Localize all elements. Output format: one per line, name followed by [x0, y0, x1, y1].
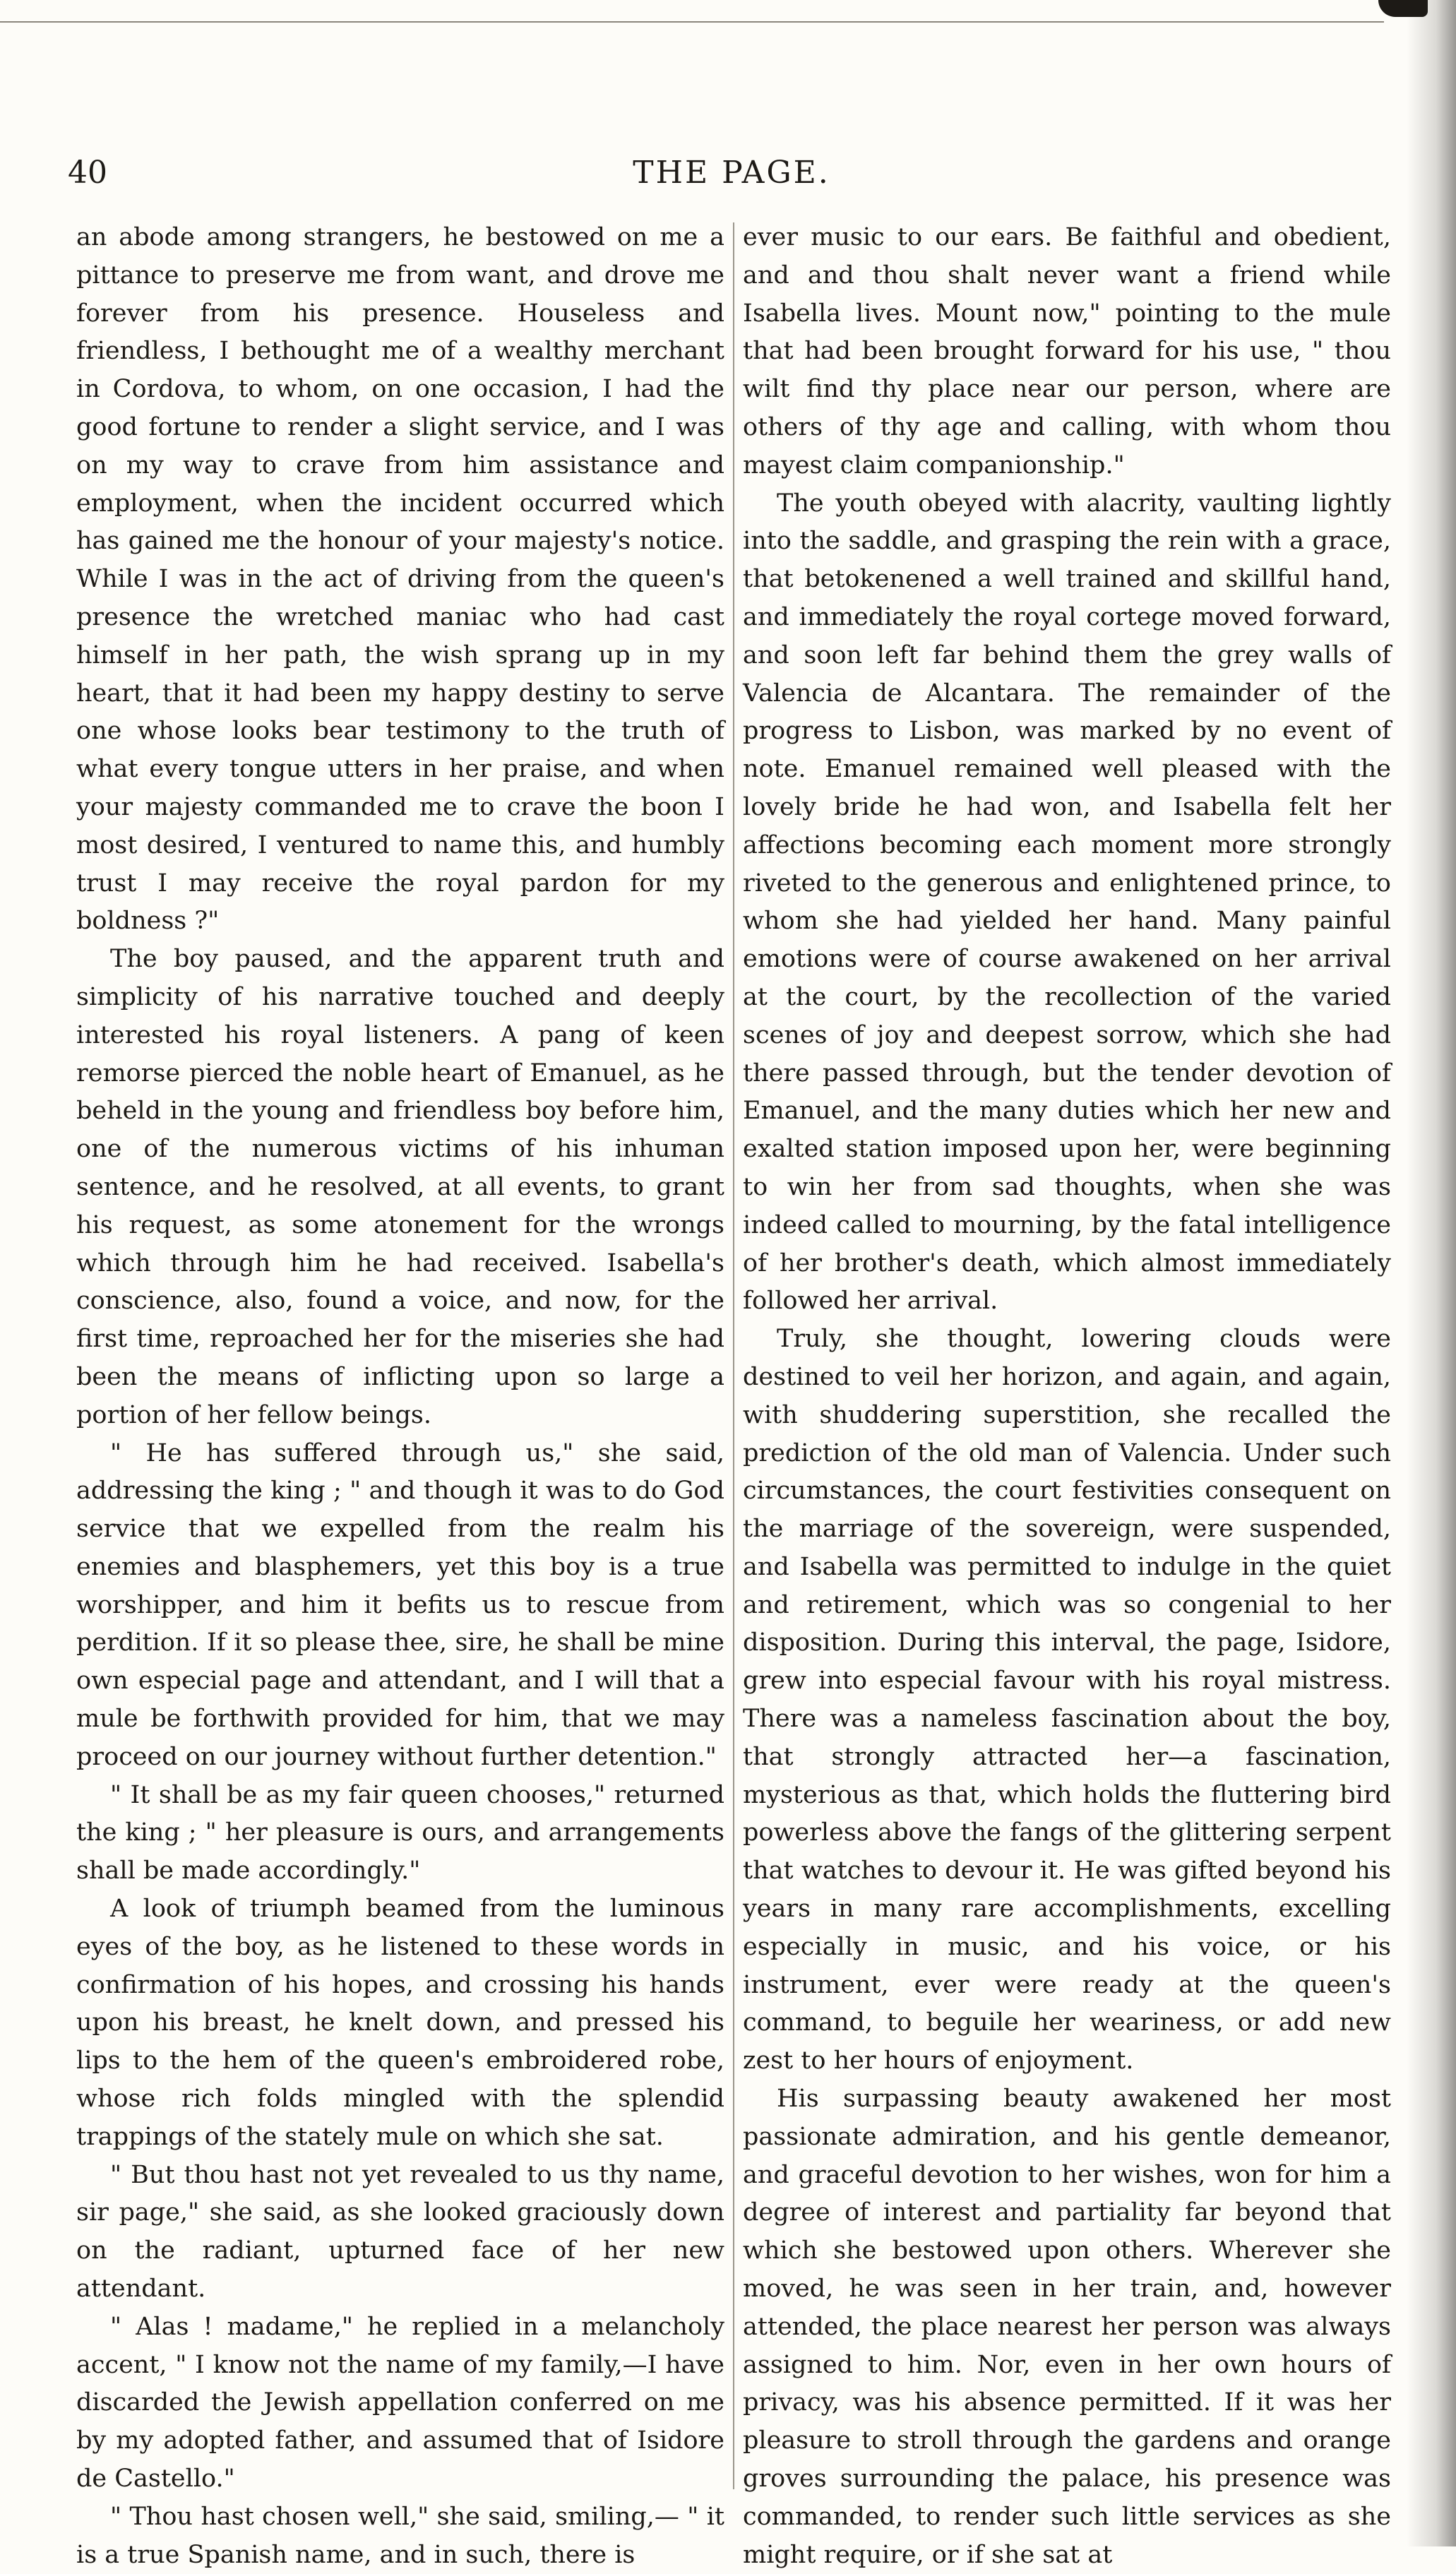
- page-header: [68, 152, 1395, 201]
- top-border-rule: [0, 21, 1384, 23]
- paragraph: The boy paused, and the apparent truth and simplicity of his narrative touched and deeply interested his royal listeners. A pang of keen remorse pierced the noble heart of Emanuel, as he beheld in the young and friendless boy before him, one of the numerous victims of his inhuman sentence, and he resolved, at all events, to grant his request, as some atonement for the wrongs which through him he had received. Isabella's conscience, also, found a voice, and now, for the first time, reproached her for the miseries she had been the means of inflicting upon so large a portion of her fellow beings.: [76, 945, 724, 1429]
- page-edge-shadow: [1407, 0, 1456, 2546]
- paragraph: Truly, she thought, lowering clouds were destined to veil her horizon, and again, and again, with shuddering superstition, she recalled the prediction of the old man of Valencia. Under such circumstances, the court festivities consequent on the marriage of the sovereign, were suspended, and Isabella was permitted to indulge in the quiet and retirement, which was so congenial to her disposition. During this interval, the page, Isidore, grew into especial favour with his royal mistress. There was a nameless fascination about the boy, that strongly attracted her—a fascination, mysterious as that, which holds the fluttering bird powerless above the fangs of the glittering serpent that watches to devour it. He was gifted beyond his years in many rare accomplishments, excelling especially in music, and his voice, or his instrument, ever were ready at the queen's command, to beguile her weariness, or add new zest to her hours of enjoyment.: [743, 1325, 1391, 2075]
- left-column: [76, 219, 724, 2569]
- running-title: THE PAGE.: [633, 155, 830, 191]
- right-column: [743, 219, 1391, 2569]
- column-divider: [733, 222, 734, 2489]
- paragraph: The youth obeyed with alacrity, vaulting lightly into the saddle, and grasping the rein with a grace, that betokenened a well trained and skillful hand, and immediately the royal cortege moved forward, and soon left far behind them the grey walls of Valencia de Alcantara. The remainder of the progress to Lisbon, was marked by no event of note. Emanuel remained well pleased with the lovely bride he had won, and Isabella felt her affections becoming each moment more strongly riveted to the generous and enlightened prince, to whom she had yielded her hand. Many painful emotions were of course awakened on her arrival at the court, by the recollection of the varied scenes of joy and deepest sorrow, which she had there passed through, but the tender devotion of Emanuel, and the many duties which her new and exalted station imposed upon her, were beginning to win her from sad thoughts, when she was indeed called to mourning, by the fatal intelligence of her brother's death, which almost immediately followed her arrival.: [743, 489, 1391, 1316]
- paragraph: " It shall be as my fair queen chooses," returned the king ; " her pleasure is ours, and arrangements shall be made accordingly.": [76, 1780, 724, 1885]
- paragraph: His surpassing beauty awakened her most passionate admiration, and his gentle demeanor, and graceful devotion to her wishes, won for him a degree of interest and partiality far beyond that which she bestowed upon others. Wherever she moved, he was seen in her train, and, however attended, the place nearest her person was always assigned to him. Nor, even in her own hours of privacy, was his absence permitted. If it was her pleasure to stroll through the gardens and orange groves surrounding the palace, his presence was commanded, to render such little services as she might require, or if she sat at: [743, 2085, 1391, 2569]
- page-corner-mark: [1378, 0, 1428, 17]
- paragraph: " Thou hast chosen well," she said, smiling,— " it is a true Spanish name, and in such, there is: [76, 2502, 724, 2569]
- paragraph: A look of triumph beamed from the luminous eyes of the boy, as he listened to these words in confirmation of his hopes, and crossing his hands upon his breast, he knelt down, and pressed his lips to the hem of the queen's embroidered robe, whose rich folds mingled with the splendid trappings of the stately mule on which she sat.: [76, 1895, 724, 2151]
- paragraph: ever music to our ears. Be faithful and obedient, and and thou shalt never want a friend while Isabella lives. Mount now," pointing to the mule that had been brought forward for his use, " thou wilt find thy place near our person, where are others of thy age and calling, with whom thou mayest claim companionship.": [743, 223, 1391, 479]
- paragraph: " Alas ! madame," he replied in a melancholy accent, " I know not the name of my family,—I have discarded the Jewish appellation conferred on me by my adopted father, and assumed that of Isidore de Castello.": [76, 2312, 724, 2493]
- page-number: 40: [68, 155, 107, 191]
- paragraph: " But thou hast not yet revealed to us thy name, sir page," she said, as she looked graciously down on the radiant, upturned face of her new attendant.: [76, 2160, 724, 2304]
- paragraph: " He has suffered through us," she said, addressing the king ; " and though it was to do God service that we expelled from the realm his enemies and blasphemers, yet this boy is a true worshipper, and him it befits us to rescue from perdition. If it so please thee, sire, he shall be mine own especial page and attendant, and I will that a mule be forthwith provided for him, that we may proceed on our journey without further detention.": [76, 1438, 724, 1771]
- paragraph: an abode among strangers, he bestowed on me a pittance to preserve me from want, and drove me forever from his presence. Houseless and friendless, I bethought me of a wealthy merchant in Cordova, to whom, on one occasion, I had the good fortune to render a slight service, and I was on my way to crave from him assistance and employment, when the incident occurred which has gained me the honour of your majesty's notice. While I was in the act of driving from the queen's presence the wretched maniac who had cast himself in her path, the wish sprang up in my heart, that it had been my happy destiny to serve one whose looks bear testimony to the truth of what every tongue utters in her praise, and when your majesty commanded me to crave the boon I most desired, I ventured to name this, and humbly trust I may receive the royal pardon for my boldness ?": [76, 223, 724, 936]
